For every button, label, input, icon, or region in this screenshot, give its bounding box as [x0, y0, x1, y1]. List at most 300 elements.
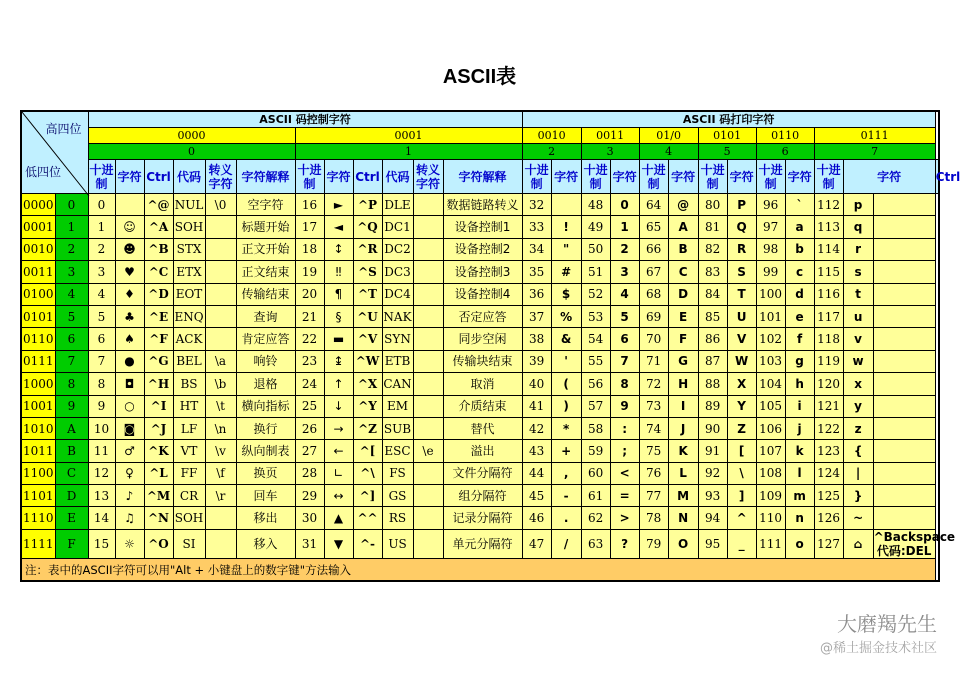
cell-dec: 119	[814, 350, 843, 372]
cell-dec: 57	[581, 395, 610, 417]
cell-char: n	[785, 507, 814, 529]
cell-dec: 26	[295, 417, 324, 439]
row-bin-label: 0110	[21, 328, 55, 350]
cell-escape: \t	[205, 395, 236, 417]
cell-char: $	[551, 283, 581, 305]
cell-code: ETX	[173, 261, 205, 283]
cell-dec: 82	[698, 238, 727, 260]
cell-dec: 79	[639, 529, 668, 558]
cell-desc: 回车	[236, 485, 295, 507]
cell-code: STX	[173, 238, 205, 260]
cell-dec: 34	[522, 238, 551, 260]
cell-escape: \a	[205, 350, 236, 372]
cell-desc: 正文结束	[236, 261, 295, 283]
col-header-char: 字符	[551, 160, 581, 194]
cell-char: Y	[727, 395, 756, 417]
cell-desc: 设备控制1	[443, 216, 522, 238]
col-header-desc: 字符解释	[443, 160, 522, 194]
cell-char: S	[727, 261, 756, 283]
cell-char: ○	[115, 395, 144, 417]
cell-dec: 69	[639, 305, 668, 327]
cell-dec: 68	[639, 283, 668, 305]
cell-code: HT	[173, 395, 205, 417]
cell-escape	[413, 373, 443, 395]
cell-char: ☺	[115, 216, 144, 238]
cell-char: ,	[551, 462, 581, 484]
cell-dec: 74	[639, 417, 668, 439]
control-chars-title: ASCII 码控制字符	[88, 111, 522, 128]
col-header-char: 字符	[843, 160, 935, 194]
cell-dec: 12	[88, 462, 115, 484]
cell-code: FS	[382, 462, 413, 484]
cell-char: I	[668, 395, 698, 417]
cell-desc: 传输块结束	[443, 350, 522, 372]
cell-char: l	[785, 462, 814, 484]
cell-dec: 108	[756, 462, 785, 484]
cell-char: v	[843, 328, 873, 350]
cell-code: SYN	[382, 328, 413, 350]
cell-dec: 93	[698, 485, 727, 507]
cell-dec: 56	[581, 373, 610, 395]
cell-escape: \n	[205, 417, 236, 439]
cell-escape	[205, 328, 236, 350]
cell-dec: 75	[639, 440, 668, 462]
cell-dec: 76	[639, 462, 668, 484]
col-header-ctrl: Ctrl	[353, 160, 382, 194]
low-nibble-label: 低四位	[25, 165, 62, 179]
cell-char: T	[727, 283, 756, 305]
cell-dec: 58	[581, 417, 610, 439]
cell-escape	[413, 194, 443, 216]
cell-escape	[413, 462, 443, 484]
cell-char: ∟	[324, 462, 353, 484]
bin-group-label: 0011	[581, 128, 639, 144]
cell-escape: \e	[413, 440, 443, 462]
col-header-escape: 转义字符	[205, 160, 236, 194]
cell-ctrl: ^E	[144, 305, 173, 327]
dec-group-label: 6	[756, 144, 814, 160]
cell-char: G	[668, 350, 698, 372]
cell-char: ⌂	[843, 529, 873, 558]
cell-desc: 记录分隔符	[443, 507, 522, 529]
cell-dec: 0	[88, 194, 115, 216]
cell-char: 4	[610, 283, 639, 305]
cell-char: ♪	[115, 485, 144, 507]
cell-desc: 肯定应答	[236, 328, 295, 350]
cell-char: #	[551, 261, 581, 283]
cell-escape	[205, 305, 236, 327]
cell-dec: 99	[756, 261, 785, 283]
cell-char: H	[668, 373, 698, 395]
cell-ctrl: ^T	[353, 283, 382, 305]
cell-dec: 126	[814, 507, 843, 529]
cell-code: VT	[173, 440, 205, 462]
cell-escape	[413, 529, 443, 558]
cell-dec: 96	[756, 194, 785, 216]
cell-escape	[205, 529, 236, 558]
cell-dec: 28	[295, 462, 324, 484]
page-title: ASCII表	[442, 66, 517, 88]
cell-dec: 95	[698, 529, 727, 558]
del-note-code: 代码:DEL	[876, 543, 932, 558]
cell-escape	[413, 350, 443, 372]
cell-ctrl-del	[873, 529, 956, 558]
cell-char: ♫	[115, 507, 144, 529]
cell-char: a	[785, 216, 814, 238]
row-bin-label: 0011	[21, 261, 55, 283]
col-header-char: 字符	[115, 160, 144, 194]
cell-ctrl: ^Z	[353, 417, 382, 439]
cell-dec: 14	[88, 507, 115, 529]
cell-dec: 121	[814, 395, 843, 417]
cell-char	[551, 194, 581, 216]
cell-char: p	[843, 194, 873, 216]
cell-char: ♥	[115, 261, 144, 283]
cell-dec: 87	[698, 350, 727, 372]
cell-ctrl	[873, 328, 935, 350]
bin-group-label: 0111	[814, 128, 935, 144]
cell-char: +	[551, 440, 581, 462]
cell-char: '	[551, 350, 581, 372]
cell-char: B	[668, 238, 698, 260]
row-hex-label: C	[55, 462, 88, 484]
cell-char: ►	[324, 194, 353, 216]
cell-char: J	[668, 417, 698, 439]
cell-dec: 41	[522, 395, 551, 417]
cell-char: ↔	[324, 485, 353, 507]
cell-char: ▬	[324, 328, 353, 350]
cell-ctrl: ^W	[353, 350, 382, 372]
cell-dec: 92	[698, 462, 727, 484]
cell-code: EM	[382, 395, 413, 417]
col-header-dec: 十进制	[639, 160, 668, 194]
cell-char: %	[551, 305, 581, 327]
row-bin-label: 1010	[21, 417, 55, 439]
cell-desc: 查询	[236, 305, 295, 327]
cell-dec: 100	[756, 283, 785, 305]
col-header-code: 代码	[173, 160, 205, 194]
dec-group-label: 7	[814, 144, 935, 160]
row-hex-label: 5	[55, 305, 88, 327]
cell-desc: 否定应答	[443, 305, 522, 327]
cell-dec: 86	[698, 328, 727, 350]
cell-code: CR	[173, 485, 205, 507]
cell-ctrl: ^Y	[353, 395, 382, 417]
cell-dec: 110	[756, 507, 785, 529]
cell-char: m	[785, 485, 814, 507]
cell-code: SOH	[173, 216, 205, 238]
cell-dec: 59	[581, 440, 610, 462]
cell-dec: 39	[522, 350, 551, 372]
col-header-dec: 十进制	[698, 160, 727, 194]
bin-group-label: 01/0	[639, 128, 698, 144]
cell-dec: 15	[88, 529, 115, 558]
cell-char: k	[785, 440, 814, 462]
cell-escape	[413, 507, 443, 529]
table-row	[21, 373, 939, 395]
cell-char: A	[668, 216, 698, 238]
cell-char: ♀	[115, 462, 144, 484]
cell-escape	[413, 395, 443, 417]
cell-dec: 55	[581, 350, 610, 372]
col-header-ctrl: Ctrl	[144, 160, 173, 194]
cell-ctrl: ^[	[353, 440, 382, 462]
cell-char: s	[843, 261, 873, 283]
table-row	[21, 417, 939, 439]
cell-char: 2	[610, 238, 639, 260]
cell-escape: \v	[205, 440, 236, 462]
table-row	[21, 440, 939, 462]
cell-escape	[205, 283, 236, 305]
cell-dec: 116	[814, 283, 843, 305]
cell-dec: 73	[639, 395, 668, 417]
cell-dec: 123	[814, 440, 843, 462]
cell-dec: 106	[756, 417, 785, 439]
col-header-escape: 转义字符	[413, 160, 443, 194]
cell-ctrl: ^A	[144, 216, 173, 238]
cell-escape	[413, 328, 443, 350]
cell-char: C	[668, 261, 698, 283]
cell-dec: 16	[295, 194, 324, 216]
cell-dec: 6	[88, 328, 115, 350]
cell-dec: 71	[639, 350, 668, 372]
cell-ctrl	[873, 440, 935, 462]
cell-ctrl: ^V	[353, 328, 382, 350]
cell-dec: 1	[88, 216, 115, 238]
table-row	[21, 261, 939, 283]
cell-dec: 90	[698, 417, 727, 439]
cell-ctrl: ^M	[144, 485, 173, 507]
cell-dec: 7	[88, 350, 115, 372]
cell-code: DC3	[382, 261, 413, 283]
cell-ctrl	[873, 283, 935, 305]
cell-ctrl	[873, 194, 935, 216]
col-header-char: 字符	[668, 160, 698, 194]
cell-char: ¶	[324, 283, 353, 305]
cell-dec: 11	[88, 440, 115, 462]
cell-char: P	[727, 194, 756, 216]
cell-char: 8	[610, 373, 639, 395]
cell-code: DLE	[382, 194, 413, 216]
cell-dec: 13	[88, 485, 115, 507]
cell-char: ☼	[115, 529, 144, 558]
cell-dec: 42	[522, 417, 551, 439]
cell-desc: 介质结束	[443, 395, 522, 417]
dec-group-label: 2	[522, 144, 581, 160]
cell-char: :	[610, 417, 639, 439]
cell-char: j	[785, 417, 814, 439]
cell-char: w	[843, 350, 873, 372]
cell-char: ♠	[115, 328, 144, 350]
cell-dec: 44	[522, 462, 551, 484]
cell-code: ENQ	[173, 305, 205, 327]
row-hex-label: 0	[55, 194, 88, 216]
cell-dec: 31	[295, 529, 324, 558]
cell-dec: 65	[639, 216, 668, 238]
cell-dec: 103	[756, 350, 785, 372]
row-bin-label: 0101	[21, 305, 55, 327]
dec-group-label: 4	[639, 144, 698, 160]
cell-code: RS	[382, 507, 413, 529]
cell-dec: 10	[88, 417, 115, 439]
cell-code: ETB	[382, 350, 413, 372]
cell-dec: 46	[522, 507, 551, 529]
cell-ctrl	[873, 485, 935, 507]
cell-char: "	[551, 238, 581, 260]
cell-char: L	[668, 462, 698, 484]
cell-char: /	[551, 529, 581, 558]
cell-dec: 113	[814, 216, 843, 238]
row-hex-label: 7	[55, 350, 88, 372]
cell-ctrl	[873, 373, 935, 395]
row-hex-label: E	[55, 507, 88, 529]
dec-group-label: 5	[698, 144, 756, 160]
cell-dec: 63	[581, 529, 610, 558]
cell-dec: 67	[639, 261, 668, 283]
table-row	[21, 350, 939, 372]
cell-char: *	[551, 417, 581, 439]
table-row	[21, 216, 939, 238]
cell-char: 1	[610, 216, 639, 238]
cell-code: ACK	[173, 328, 205, 350]
cell-char: 6	[610, 328, 639, 350]
cell-code: BS	[173, 373, 205, 395]
row-bin-label: 1011	[21, 440, 55, 462]
cell-dec: 60	[581, 462, 610, 484]
row-bin-label: 0000	[21, 194, 55, 216]
col-header-dec: 十进制	[522, 160, 551, 194]
cell-dec: 21	[295, 305, 324, 327]
cell-code: NUL	[173, 194, 205, 216]
cell-ctrl: ^Q	[353, 216, 382, 238]
row-hex-label: 8	[55, 373, 88, 395]
cell-ctrl: ^P	[353, 194, 382, 216]
cell-char	[115, 194, 144, 216]
cell-dec: 4	[88, 283, 115, 305]
row-hex-label: F	[55, 529, 88, 558]
cell-dec: 109	[756, 485, 785, 507]
cell-char: &	[551, 328, 581, 350]
cell-dec: 52	[581, 283, 610, 305]
cell-char: =	[610, 485, 639, 507]
col-header-dec: 十进制	[581, 160, 610, 194]
cell-escape: \r	[205, 485, 236, 507]
row-bin-label: 1001	[21, 395, 55, 417]
cell-dec: 29	[295, 485, 324, 507]
cell-ctrl: ^S	[353, 261, 382, 283]
cell-escape: \b	[205, 373, 236, 395]
cell-char: o	[785, 529, 814, 558]
cell-char: <	[610, 462, 639, 484]
cell-char: F	[668, 328, 698, 350]
cell-ctrl	[873, 350, 935, 372]
cell-char: 3	[610, 261, 639, 283]
cell-ctrl: ^-	[353, 529, 382, 558]
col-header-ctrl: Ctrl	[935, 160, 939, 194]
cell-char: ?	[610, 529, 639, 558]
cell-escape	[413, 485, 443, 507]
cell-dec: 89	[698, 395, 727, 417]
cell-dec: 115	[814, 261, 843, 283]
cell-dec: 78	[639, 507, 668, 529]
ascii-table	[20, 110, 960, 582]
cell-dec: 36	[522, 283, 551, 305]
cell-desc: 横向指标	[236, 395, 295, 417]
row-hex-label: A	[55, 417, 88, 439]
cell-ctrl: ^U	[353, 305, 382, 327]
cell-char: !	[551, 216, 581, 238]
cell-desc: 空字符	[236, 194, 295, 216]
cell-dec: 105	[756, 395, 785, 417]
cell-char: -	[551, 485, 581, 507]
cell-char: }	[843, 485, 873, 507]
cell-dec: 94	[698, 507, 727, 529]
cell-char: O	[668, 529, 698, 558]
cell-char: x	[843, 373, 873, 395]
cell-desc: 单元分隔符	[443, 529, 522, 558]
cell-ctrl	[873, 507, 935, 529]
cell-ctrl: ^D	[144, 283, 173, 305]
cell-char: ♦	[115, 283, 144, 305]
cell-ctrl: ^G	[144, 350, 173, 372]
watermark-author: 大磨羯先生	[837, 612, 937, 636]
row-bin-label: 0001	[21, 216, 55, 238]
cell-char: E	[668, 305, 698, 327]
cell-dec: 83	[698, 261, 727, 283]
cell-escape	[413, 283, 443, 305]
cell-char: [	[727, 440, 756, 462]
cell-ctrl: ^C	[144, 261, 173, 283]
cell-char: @	[668, 194, 698, 216]
cell-escape	[205, 238, 236, 260]
cell-escape	[413, 305, 443, 327]
cell-ctrl	[873, 238, 935, 260]
cell-char: ←	[324, 440, 353, 462]
cell-dec: 38	[522, 328, 551, 350]
high-nibble-label: 高四位	[45, 122, 82, 136]
cell-escape	[413, 216, 443, 238]
cell-ctrl: ^]	[353, 485, 382, 507]
row-bin-label: 1100	[21, 462, 55, 484]
cell-ctrl	[873, 216, 935, 238]
cell-char: e	[785, 305, 814, 327]
cell-char: ◄	[324, 216, 353, 238]
col-header-char: 字符	[610, 160, 639, 194]
cell-dec: 24	[295, 373, 324, 395]
cell-char: ↑	[324, 373, 353, 395]
cell-char: Z	[727, 417, 756, 439]
cell-ctrl: ^B	[144, 238, 173, 260]
cell-code: DC2	[382, 238, 413, 260]
table-row	[21, 283, 939, 305]
cell-dec: 124	[814, 462, 843, 484]
table-row	[21, 238, 939, 260]
cell-escape	[413, 238, 443, 260]
row-bin-label: 1110	[21, 507, 55, 529]
cell-escape: \0	[205, 194, 236, 216]
cell-desc: 标题开始	[236, 216, 295, 238]
cell-code: DC4	[382, 283, 413, 305]
table-row	[21, 194, 939, 216]
cell-dec: 107	[756, 440, 785, 462]
cell-dec: 9	[88, 395, 115, 417]
table-row	[21, 462, 939, 484]
cell-char: 7	[610, 350, 639, 372]
cell-char: W	[727, 350, 756, 372]
cell-dec: 17	[295, 216, 324, 238]
bin-group-label: 0000	[88, 128, 295, 144]
cell-desc: 退格	[236, 373, 295, 395]
